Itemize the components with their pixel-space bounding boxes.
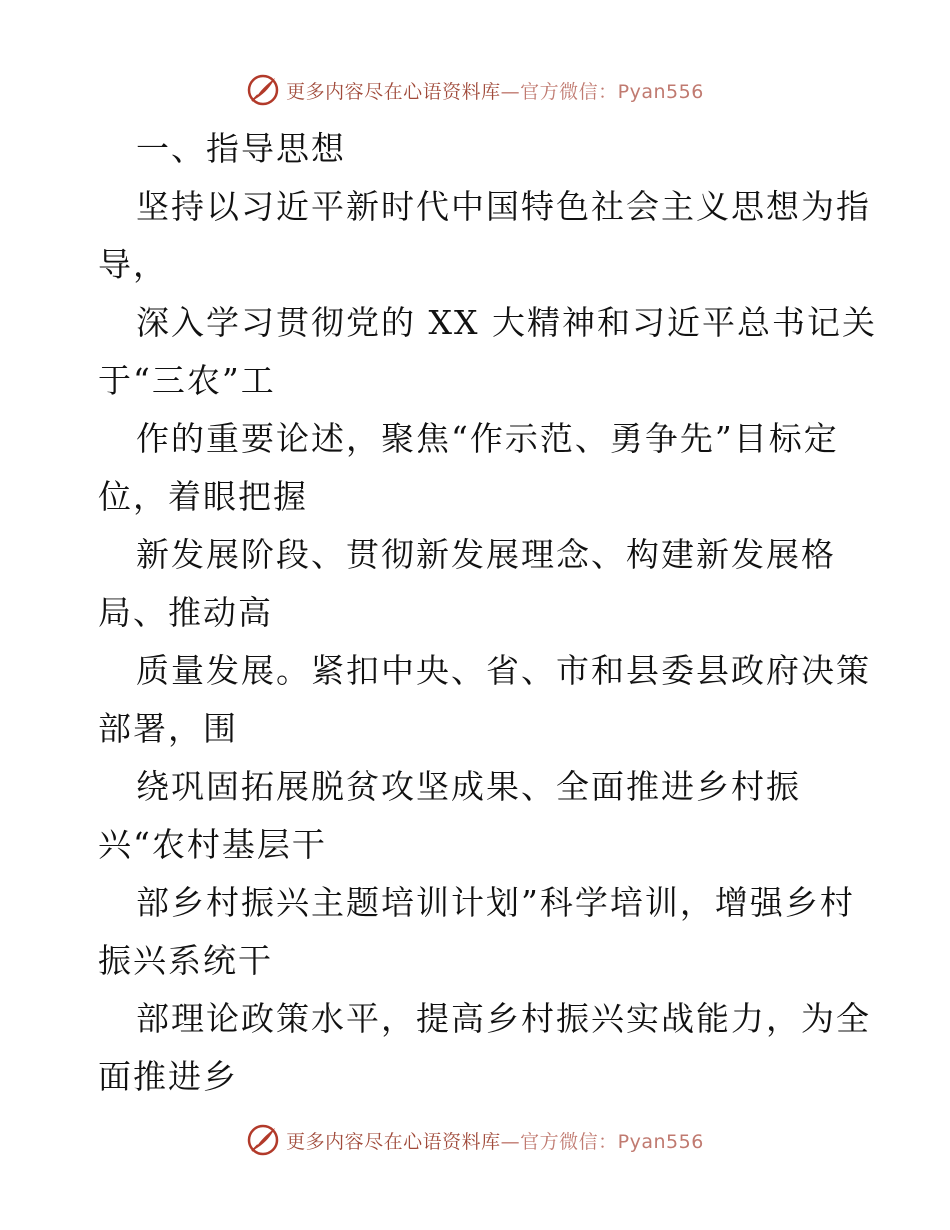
text-line: 面推进乡: [98, 1057, 238, 1096]
text-line: 部署，围: [98, 709, 238, 748]
watermark-text: [286, 77, 704, 104]
text-line: 部乡村振兴主题培训计划”科学培训，增强乡村: [136, 883, 855, 922]
text-line: 绕巩固拓展脱贫攻坚成果、全面推进乡村振: [136, 767, 801, 806]
wechat-id: —官方微信：Pyan556: [500, 1130, 704, 1153]
text-line: 位，着眼把握: [98, 477, 308, 516]
quill-pen-logo-icon: [246, 1123, 280, 1157]
text-line: 新发展阶段、贯彻新发展理念、构建新发展格: [136, 535, 836, 574]
text-line: 兴“农村基层干: [98, 825, 327, 864]
text-line: 深入学习贯彻党的 XX 大精神和习近平总书记关: [136, 303, 877, 342]
text-line: 于“三农”工: [98, 361, 276, 400]
document-body: [98, 120, 877, 1106]
wechat-id: —官方微信：Pyan556: [500, 80, 704, 103]
site-name: 更多内容尽在心语资料库: [286, 80, 501, 103]
watermark-text: [286, 1127, 704, 1154]
header-watermark-banner: [0, 70, 950, 110]
site-name: 更多内容尽在心语资料库: [286, 1130, 501, 1153]
heading-guiding-ideology: 一、指导思想: [136, 129, 346, 168]
quill-pen-logo-icon: [246, 73, 280, 107]
text-line: 作的重要论述，聚焦“作示范、勇争先”目标定: [136, 419, 839, 458]
text-line: 坚持以习近平新时代中国特色社会主义思想为指: [136, 187, 871, 226]
text-line: 质量发展。紧扣中央、省、市和县委县政府决策: [136, 651, 871, 690]
text-line: 导，: [98, 245, 168, 284]
text-line: 局、推动高: [98, 593, 273, 632]
footer-watermark-banner: [0, 1120, 950, 1160]
text-line: 振兴系统干: [98, 941, 273, 980]
text-line: 部理论政策水平，提高乡村振兴实战能力，为全: [136, 999, 871, 1038]
